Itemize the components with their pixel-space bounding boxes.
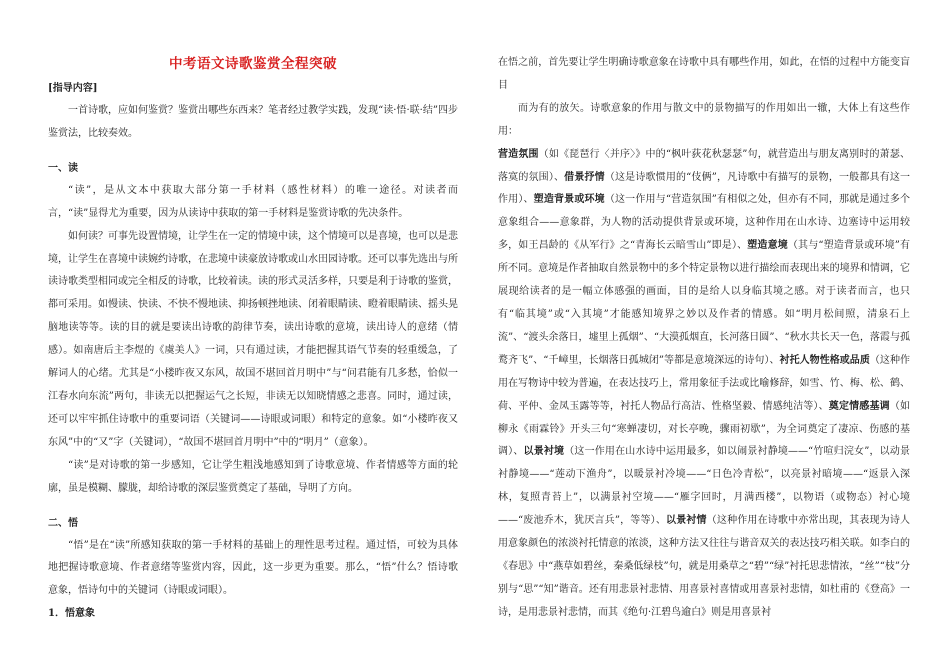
right-paragraph-2: 而为有的放矢。诗歌意象的作用与散文中的景物描写的作用如出一辙，大体上有这些作用： — [498, 102, 910, 137]
right-column — [498, 52, 910, 625]
read-paragraph-3: “读”是对诗歌的第一步感知，它让学生粗浅地感知到了诗歌意境、作者情感等方面的轮廓，虽是模糊、朦胧，却给诗歌的深层鉴赏奠定了基础，导明了方向。 — [48, 459, 458, 494]
desc-atmosphere: （如《琵琶行〈并序〉》中的“枫叶荻花秋瑟瑟”句，就营造出与朋友离别时的萧瑟、落寞的氛围）、 — [498, 148, 911, 183]
imagery-functions-paragraph — [498, 144, 910, 625]
section-heading-read: 一、读 — [48, 162, 78, 174]
document-title: 中考语文诗歌鉴赏全程突破 — [169, 56, 337, 72]
section-heading-realize: 二、悟 — [48, 517, 78, 529]
read-paragraph-2: 如何读？可事先设置情境，让学生在一定的情境中读，这个情境可以是喜境，也可以是悲境，让学生在喜境中读婉约诗歌，在悲境中读豪放诗歌或山水田园诗歌。还可以事先选出与所读诗歌类型相同或完全相反的诗歌，比较着读。读的形式灵活多样，只要是利于诗歌的鉴赏，都可采用。如慢读、快读、不快不慢地读、抑扬顿挫地读、闭着眼睛读、瞪着眼睛读、摇头晃脑地读等等。读的目的就是要读出诗歌的韵律节奏，读出诗歌的意境，读出诗人的意绪（情感）。如南唐后主李煜的《虞美人》一词，只有通过读，才能把握其语气节奏的轻重缓急，了解词人的心绪。尤其是“小楼昨夜又东风，故国不堪回首月明中”与“问君能有几多愁，恰似一江春水向东流”两句，非读无以把握运气之长短，非读无以知晓情感之悲喜。同时，通过读，还可以牢牢抓住诗歌中的重要词语（关键词——诗眼或词眼）和特定的意象。如“小楼昨夜又东风”中的“又”字（关键词），“故国不堪回首月明中”中的“明月”（意象）。 — [48, 230, 458, 448]
desc-tone: （如柳永《雨霖铃》开头三句“寒蝉凄切，对长亭晚，骤雨初歇”，为全词奠定了凄凉、伤感的基调）、 — [498, 400, 911, 458]
desc-scene-contrast-feeling: （这种作用在诗歌中亦常出现，其表现为诗人用意象颜色的浓淡衬托情意的浓淡，这种方法又往往与谐音双关的表达技巧相关联。如李白的《春思》中“燕草如碧丝，秦桑低绿枝”句，就是用桑草之“碧”“绿”衬托思悲情浓，“丝”“枝”分别与“思”“知”谐音。还有用悲景衬悲情、用喜景衬喜情或用喜景衬悲情，如杜甫的《登高》一诗，是用悲景衬悲情，而其《绝句·江碧鸟逾白》则是用喜景衬 — [498, 515, 911, 618]
desc-scene-contrast-mood: （这一作用在山水诗中运用最多，如以闹景衬静境——“竹喧归浣女”，以动景衬静境——“莲动下渔舟”，以暖景衬冷境——“日色冷青松”，以亮景衬暗境——“返景入深林，复照青苔上”，以满景衬空境——“雁字回时，月满西楼”，以物语（或物态）衬心境——“废池乔木，犹厌言兵”，等等）、 — [498, 446, 911, 527]
intro-paragraph: 一首诗歌，应如何鉴赏？鉴赏出哪些东西来？笔者经过教学实践，发现“读·悟·联·结”四步鉴赏法，比较奏效。 — [48, 105, 458, 139]
left-column — [48, 52, 458, 625]
term-character: 衬托人物性格或品质 — [779, 354, 870, 366]
term-background: 塑造背景或环境 — [533, 194, 605, 206]
realize-paragraph-1: “悟”是在“读”所感知获取的第一手材料的基础上的理性思考过程。通过悟，可较为具体地把握诗歌意境、作者意绪等鉴赏内容，因此，这一步更为重要。那么，“悟”什么？悟诗歌意象，悟诗句中的关键词（诗眼或词眼）。 — [48, 539, 458, 597]
term-tone: 奠定情感基调 — [828, 400, 890, 412]
term-atmosphere: 营造氛围 — [498, 148, 539, 160]
guide-label: [指导内容] — [48, 83, 98, 94]
term-artistic-conception: 塑造意境 — [747, 240, 788, 252]
term-scene-contrast-mood: 以景衬境 — [523, 446, 565, 458]
desc-emotion-via-scene: （这是诗歌惯用的“伎俩”，凡诗歌中有描写的景物，一般都具有这一作用）、 — [498, 171, 911, 206]
desc-background: （这一作用与“营造氛围”有相似之处，但亦有不同，那就是通过多个意象组合——意象群，为人物的活动提供背景或环境，这种作用在山水诗、边塞诗中运用较多，如王昌龄的《从军行》之“青海长云暗雪山”即是）、 — [498, 194, 911, 252]
desc-artistic-conception: （其与“塑造背景或环境”有所不同。意境是作者抽取自然景物中的多个特定景物以进行描绘而表现出来的境界和情调，它展现给读者的是一幅立体感强的画面，目的是给人以身临其境之感。对于读者而言，也只有“临其境”或“入其境”才能感知境界之妙以及作者的情感。如“明月松间照，清泉石上流”、“渡头余落日，墟里上孤烟”、“大漠孤烟直，长河落日圆”、“秋水共长天一色，落霞与孤鹜齐飞”、“千嶂里，长烟落日孤城闭”等都是意境深远的诗句）、 — [498, 240, 910, 366]
term-scene-contrast-feeling: 以景衬情 — [666, 515, 707, 527]
subsection-heading-imagery: 1．悟意象 — [48, 608, 95, 620]
desc-character: （这种作用在写物诗中较为普遍，在表达技巧上，常用象征手法或比喻修辞，如雪、竹、梅、松、鹤、荷、平仲、金凤玉露等等，衬托人物品行高洁、性格坚毅、情感纯洁等）、 — [498, 354, 911, 412]
right-paragraph-1: 在悟之前，首先要让学生明确诗歌意象在诗歌中具有哪些作用，如此，在悟的过程中方能变盲目 — [498, 57, 910, 91]
term-emotion-via-scene: 借景抒情 — [564, 171, 605, 183]
read-paragraph-1: “读”，是从文本中获取大部分第一手材料（感性材料）的唯一途径。对读者而言，“读”显得尤为重要，因为从读诗中获取的第一手材料是鉴赏诗歌的先决条件。 — [48, 184, 458, 219]
